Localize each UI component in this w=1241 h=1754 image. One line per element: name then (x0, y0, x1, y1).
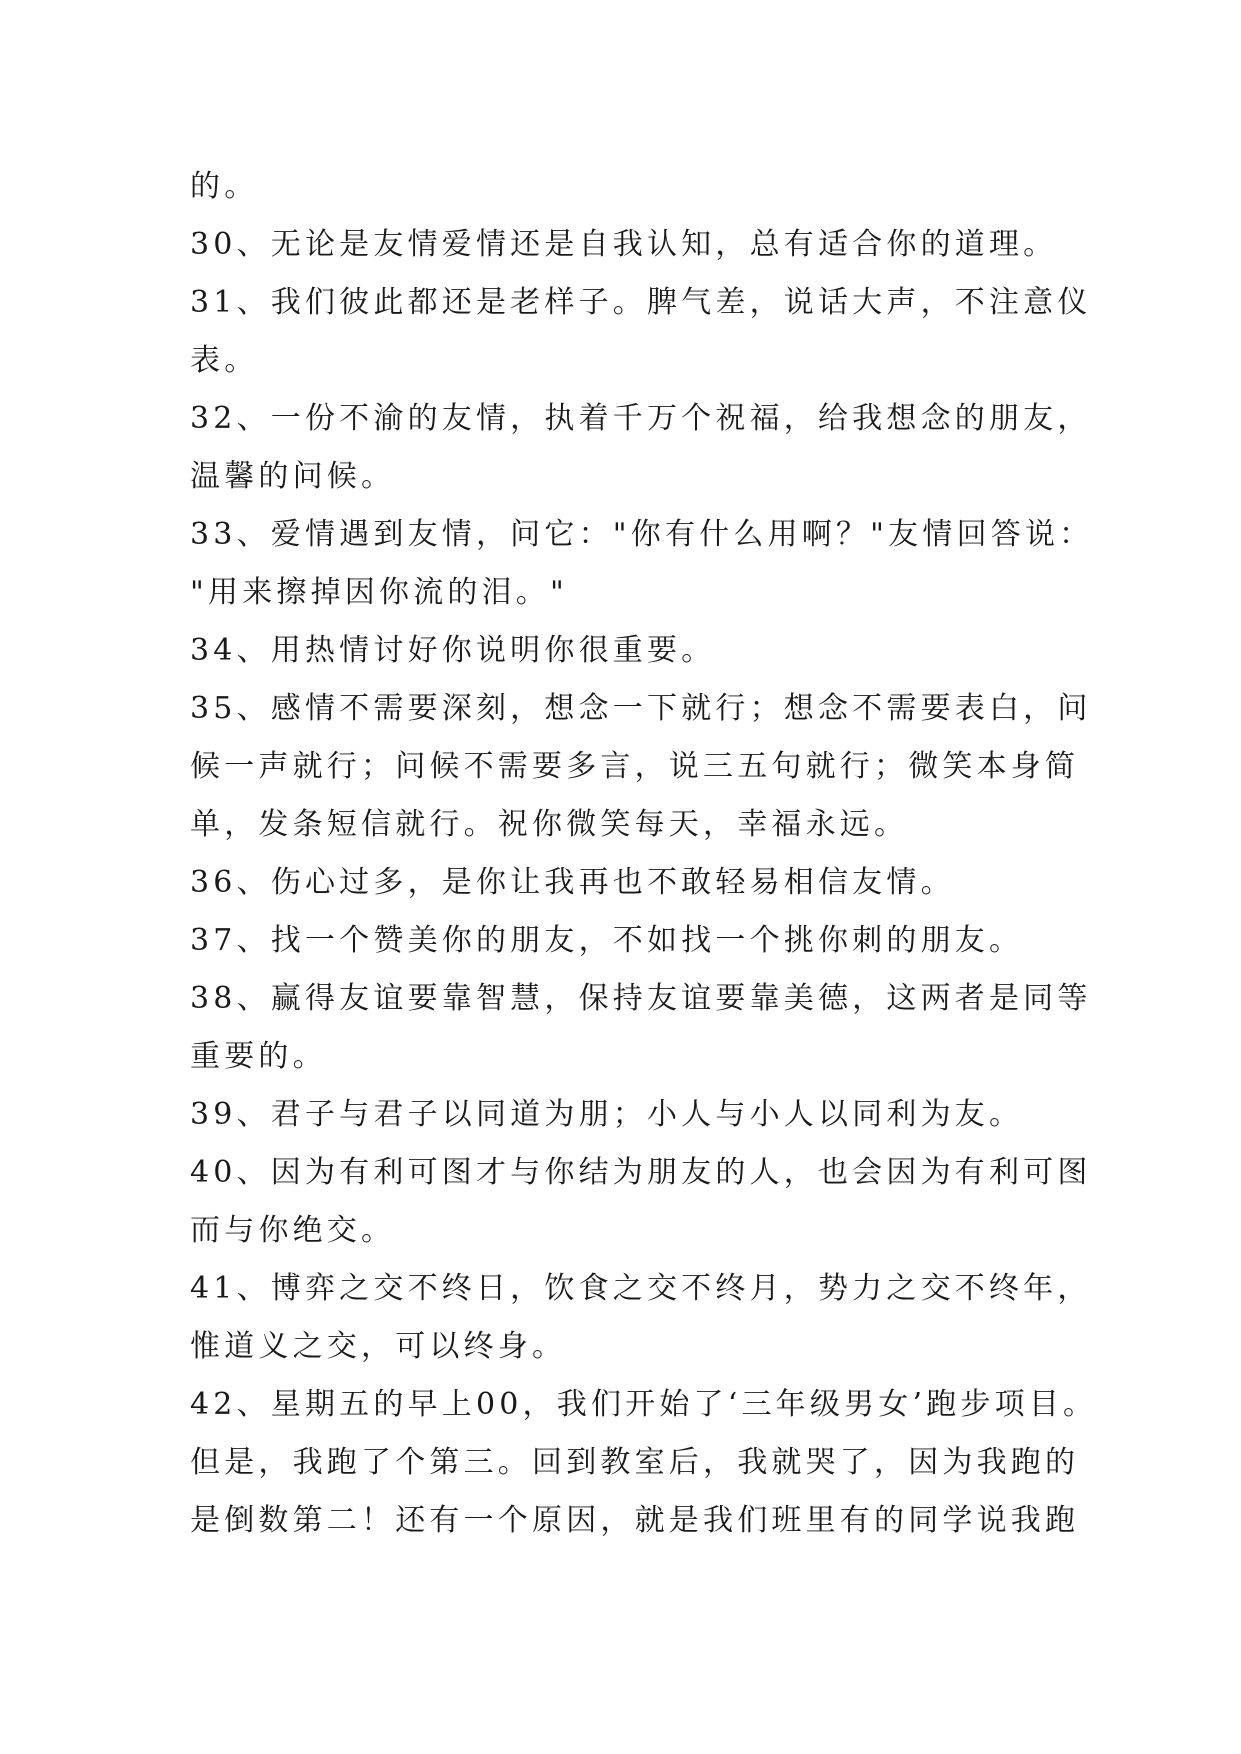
text-line: 而与你绝交。 (190, 1213, 396, 1248)
text-line: 42、星期五的早上00，我们开始了‘三年级男女’跑步项目。 (190, 1387, 1098, 1422)
text-line: 38、赢得友谊要靠智慧，保持友谊要靠美德，这两者是同等 (190, 981, 1092, 1016)
text-line: 33、爱情遇到友情，问它："你有什么用啊？"友情回答说： (190, 517, 1094, 552)
text-line: 36、伤心过多，是你让我再也不敢轻易相信友情。 (190, 865, 955, 900)
text-line: 40、因为有利可图才与你结为朋友的人，也会因为有利可图 (190, 1155, 1092, 1190)
text-line: 是倒数第二！还有一个原因，就是我们班里有的同学说我跑 (190, 1503, 1080, 1538)
text-line: 34、用热情讨好你说明你很重要。 (190, 633, 716, 668)
text-line: "用来擦掉因你流的泪。" (190, 575, 568, 610)
text-line: 41、博弈之交不终日，饮食之交不终月，势力之交不终年， (190, 1271, 1092, 1306)
document-body (190, 158, 1098, 1550)
text-line: 重要的。 (190, 1039, 327, 1074)
text-line: 32、一份不渝的友情，执着千万个祝福，给我想念的朋友， (190, 401, 1092, 436)
text-line: 35、感情不需要深刻，想念一下就行；想念不需要表白，问 (190, 691, 1092, 726)
text-line: 惟道义之交，可以终身。 (190, 1329, 567, 1364)
text-line: 候一声就行；问候不需要多言，说三五句就行；微笑本身简 (190, 749, 1080, 784)
text-line: 39、君子与君子以同道为朋；小人与小人以同利为友。 (190, 1097, 1024, 1132)
text-line: 30、无论是友情爱情还是自我认知，总有适合你的道理。 (190, 227, 1058, 262)
text-line: 的。 (190, 169, 259, 204)
text-line: 37、找一个赞美你的朋友，不如找一个挑你刺的朋友。 (190, 923, 1024, 958)
text-line: 单，发条短信就行。祝你微笑每天，幸福永远。 (190, 807, 909, 842)
text-line: 但是，我跑了个第三。回到教室后，我就哭了，因为我跑的 (190, 1445, 1080, 1480)
text-line: 温馨的问候。 (190, 459, 396, 494)
text-line: 31、我们彼此都还是老样子。脾气差，说话大声，不注意仪 (190, 285, 1092, 320)
text-line: 表。 (190, 343, 259, 378)
